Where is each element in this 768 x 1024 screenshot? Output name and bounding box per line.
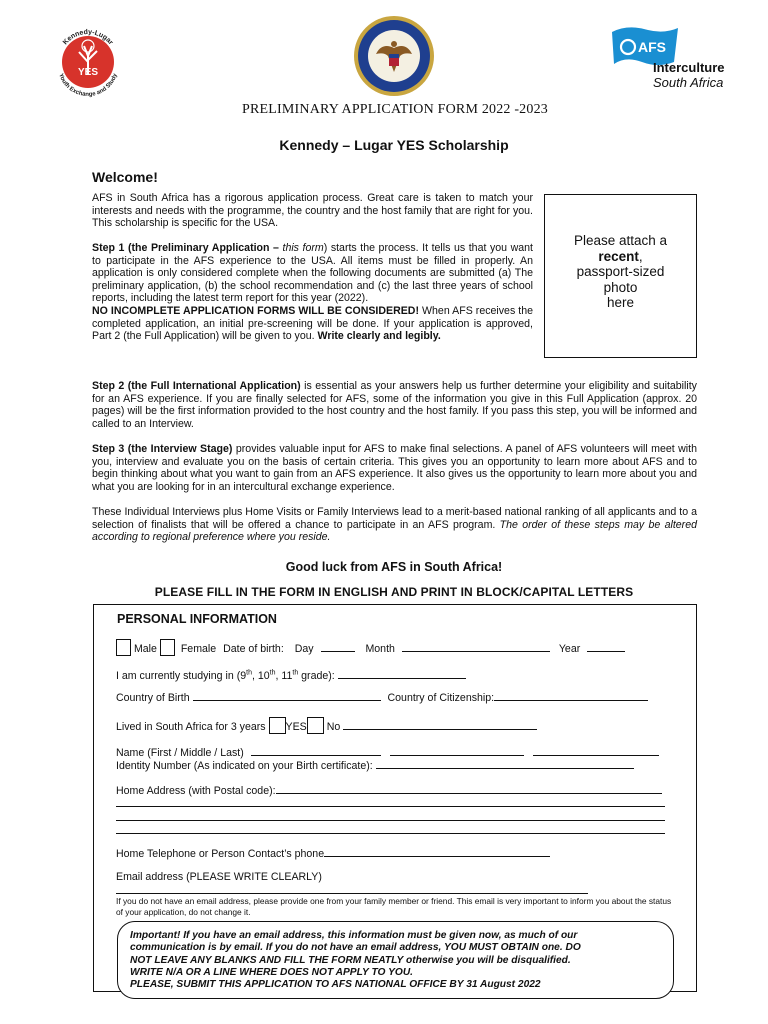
last-name-field[interactable] (533, 745, 659, 756)
important-line-4: WRITE N/A OR A LINE WHERE DOES NOT APPLY TO YOU. (130, 966, 414, 978)
grade-row (116, 668, 466, 682)
male-checkbox[interactable] (116, 639, 131, 656)
grade-label-c: , 11 (275, 670, 293, 682)
name-label: Name (First / Middle / Last) (116, 747, 244, 759)
afs-interculture-label: Interculture (653, 60, 725, 75)
scholarship-title: Kennedy – Lugar YES Scholarship (279, 137, 509, 153)
lived-no-checkbox[interactable] (307, 717, 324, 734)
step3-heading: Step 3 (the Interview Stage) (92, 443, 233, 455)
interviews-italic: The order of these steps may be altered according to regional preference where you reside. (92, 518, 697, 544)
id-row (116, 758, 634, 772)
important-line-3: NOT LEAVE ANY BLANKS AND FILL THE FORM NEATLY otherwise you will be disqualified. (130, 954, 571, 966)
step1-paragraph (92, 242, 533, 343)
phone-field[interactable] (324, 846, 550, 857)
step1-warning: NO INCOMPLETE APPLICATION FORMS WILL BE CONSIDERED! (92, 304, 419, 317)
middle-name-field[interactable] (390, 745, 524, 756)
grade-label-a: I am currently studying in (9 (116, 670, 247, 682)
welcome-heading: Welcome! (92, 169, 158, 185)
email-row (116, 871, 322, 883)
month-label: Month (365, 643, 395, 655)
address-line-3[interactable] (116, 820, 665, 821)
form-title: PRELIMINARY APPLICATION FORM 2022 -2023 (242, 102, 548, 117)
country-birth-field[interactable] (193, 690, 381, 701)
phone-label: Home Telephone or Person Contact’s phone (116, 848, 325, 860)
yes-logo-top-text: Kennedy-Lugar (61, 28, 115, 47)
lived-no-field[interactable] (343, 719, 537, 730)
lived-label: Lived in South Africa for 3 years (116, 721, 266, 733)
step1-heading: Step 1 (the Preliminary Application – (92, 242, 279, 254)
afs-logo (608, 22, 738, 94)
id-number-label: Identity Number (As indicated on your Birth certificate): (116, 760, 373, 772)
personal-info-title: PERSONAL INFORMATION (117, 612, 277, 626)
home-address-field[interactable] (276, 783, 662, 794)
address-line-2[interactable] (116, 806, 665, 807)
grade-sup-9: th (246, 669, 252, 677)
step2-heading: Step 2 (the Full International Application) (92, 380, 301, 392)
good-luck-line: Good luck from AFS in South Africa! (285, 560, 503, 574)
grade-sup-11: th (292, 669, 299, 677)
phone-row (116, 846, 550, 860)
photo-box-line2 (545, 249, 696, 265)
email-label: Email address (PLEASE WRITE CLEARLY) (116, 871, 322, 883)
grade-sup-10: th (269, 669, 276, 677)
step1-this-form: this form (278, 242, 324, 254)
country-row (116, 690, 648, 704)
interviews-paragraph (92, 506, 697, 544)
dob-label: Date of birth: (223, 643, 284, 655)
step3-text: provides valuable input for AFS to make final selections. A panel of AFS volunteers will meet with you, interview and evaluate you on the basis of certain criteria. This gives you an opportunity to learn more about AFS and to begin thinking about what you want to gain from an AFS experience. It also gives us the opportunity to learn more about you and what you are looking for in an intercultural exchange experience. (92, 443, 697, 493)
step1-text2: When AFS receives the completed application, an initial pre-screening will be done. If your application is approved, Part 2 (the Full Application) will be given to you. (92, 304, 534, 343)
citizenship-label: Country of Citizenship: (387, 692, 495, 704)
day-field[interactable] (321, 641, 355, 652)
lived-no-label: No (326, 721, 341, 733)
male-label: Male (133, 643, 157, 655)
female-label: Female (180, 643, 217, 655)
step3-paragraph (92, 443, 697, 493)
important-notice-box (117, 921, 674, 999)
lived-yes-checkbox[interactable] (269, 717, 286, 734)
lived-row (116, 717, 537, 734)
citizenship-field[interactable] (494, 690, 648, 701)
address-row (116, 783, 662, 797)
important-line-5: PLEASE, SUBMIT THIS APPLICATION TO AFS NATIONAL OFFICE BY 31 August 2022 (130, 979, 541, 991)
important-line-2: communication is by email. If you do not have an email address, YOU MUST OBTAIN one. DO (130, 942, 581, 954)
yes-logo (48, 22, 128, 102)
country-birth-label: Country of Birth (116, 692, 190, 704)
day-label: Day (294, 643, 314, 655)
address-line-4[interactable] (116, 833, 665, 834)
email-note: If you do not have an email address, please provide one from your family member or friend. This email is very important to inform you about the status of your application, do not change it. (116, 896, 672, 917)
lived-yes-label: YES (285, 721, 307, 733)
month-field[interactable] (402, 641, 550, 652)
photo-box-line1: Please attach a (573, 233, 668, 248)
state-department-seal (352, 14, 436, 98)
first-name-field[interactable] (251, 745, 381, 756)
interviews-text: These Individual Interviews plus Home Visits or Family Interviews lead to a merit-based national ranking of all applicants and to a selection of finalists that will be offered a chance to participate in an AFS program. (92, 506, 697, 531)
home-address-label: Home Address (with Postal code): (116, 785, 276, 797)
photo-box-comma: , (638, 248, 643, 264)
photo-box-line4: photo (603, 279, 638, 295)
fill-instruction: PLEASE FILL IN THE FORM IN ENGLISH AND PRINT IN BLOCK/CAPITAL LETTERS (154, 585, 634, 599)
afs-south-africa-label: South Africa (653, 75, 724, 90)
photo-box-line5: here (606, 295, 635, 310)
photo-attach-box[interactable] (544, 194, 697, 358)
grade-label-d: grade): (298, 670, 335, 682)
year-field[interactable] (587, 641, 625, 652)
important-line-1: Important! If you have an email address, this information must be given now, as much of our (130, 930, 578, 941)
gender-dob-row (116, 639, 625, 656)
step1-text: ) starts the process. It tells us that you want to participate in the AFS experience to the USA. All items must be filled in properly. An application is only considered complete when the following documents are submitted (a) The preliminary application, (b) the school recommendation and (c) the last three years of school reports, including the latest term report for this year (2022). (92, 242, 533, 305)
intro-paragraph: AFS in South Africa has a rigorous application process. Great care is taken to match your interests and needs with the programme, the country and the host family that are right for you. This scholarship is specific for the USA. (92, 192, 533, 230)
female-checkbox[interactable] (160, 639, 175, 656)
photo-box-recent: recent (598, 248, 639, 264)
id-number-field[interactable] (376, 758, 634, 769)
grade-field[interactable] (338, 668, 466, 679)
year-label: Year (558, 643, 581, 655)
step2-paragraph (92, 380, 697, 430)
afs-badge: AFS (638, 39, 666, 55)
email-field[interactable] (116, 893, 588, 894)
yes-logo-bottom-text: Youth Exchange and Study (57, 72, 119, 99)
step1-write-clearly: Write clearly and legibly. (317, 330, 441, 343)
name-row (116, 745, 659, 759)
grade-label-b: , 10 (251, 670, 270, 682)
step2-text: is essential as your answers help us further determine your eligibility and suitability for an AFS experience. If you are finally selected for AFS, some of the information you give in this Full Application (approx. 20 pages) will be the first information provided to the host country and the host family. If you pass this step, you will be informed and called to an Interview. (92, 380, 697, 430)
photo-box-line3: passport-sized (576, 264, 665, 279)
yes-logo-center: YES (77, 67, 99, 78)
